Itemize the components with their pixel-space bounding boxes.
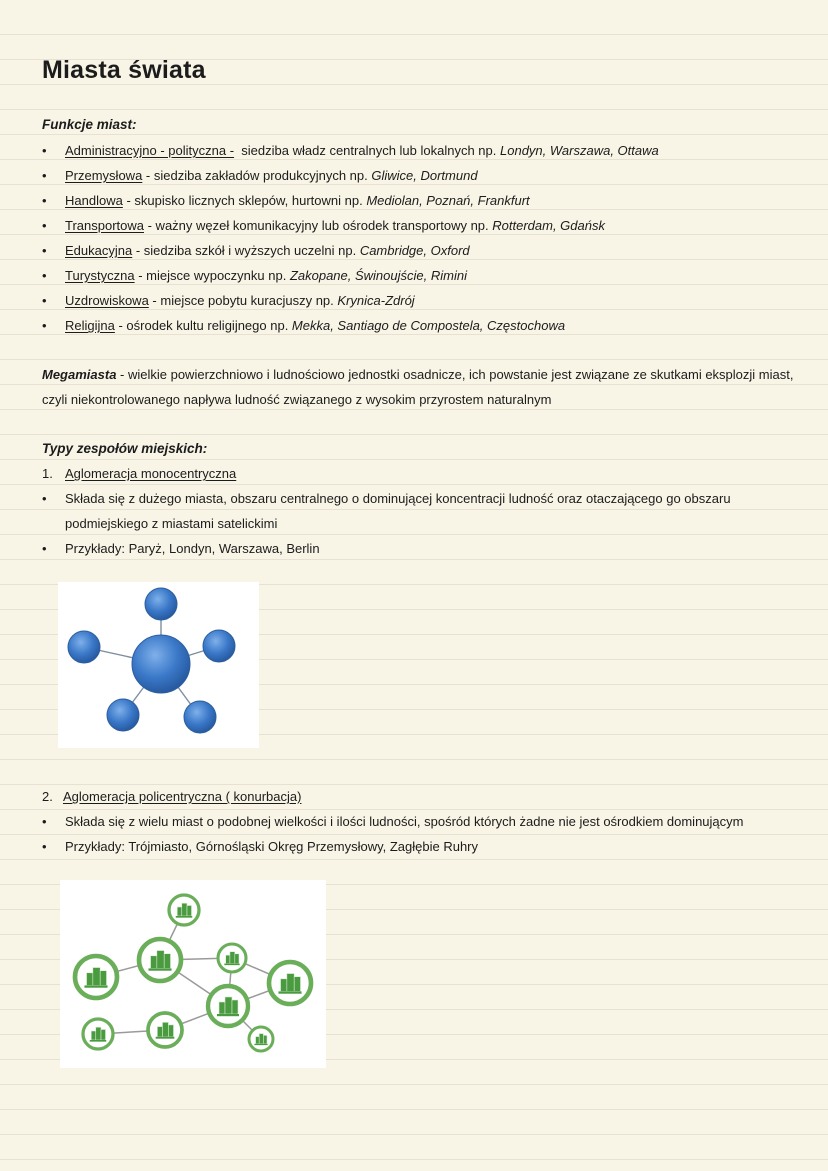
function-examples: Gliwice, Dortmund	[371, 168, 478, 183]
function-desc: - miejsce wypoczynku np.	[134, 268, 290, 283]
function-text	[65, 188, 530, 213]
satellite-city-node	[184, 701, 216, 733]
megacities-term: Megamiasta	[42, 367, 117, 382]
polycentric-diagram	[60, 880, 326, 1068]
function-text	[65, 263, 467, 288]
bullet-dot: •	[42, 243, 47, 258]
function-term: Edukacyjna	[65, 243, 133, 258]
poly-number: 2.	[42, 789, 53, 804]
function-text	[65, 313, 565, 338]
function-examples: Londyn, Warszawa, Ottawa	[500, 143, 659, 158]
function-examples: Cambridge, Oxford	[359, 243, 470, 258]
polycentric-svg	[60, 880, 326, 1068]
function-term: Administracyjno - polityczna -	[65, 143, 235, 158]
bullet-dot: •	[42, 218, 47, 233]
function-term: Uzdrowiskowa	[65, 293, 149, 308]
bullet-dot: •	[42, 839, 47, 854]
function-examples: Krynica-Zdrój	[337, 293, 415, 308]
city-node	[269, 962, 311, 1004]
city-node	[148, 1013, 182, 1047]
megacities-text: - wielkie powierzchniowo i ludnościowo jednostki osadnicze, ich powstanie jest związane ze skutkami eksplozji miast, czyli niekontrolowanego napływa ludność związanego z wysokim przyrostem naturalnym	[42, 367, 794, 407]
city-node	[139, 939, 181, 981]
function-desc: - ośrodek kultu religijnego np.	[114, 318, 292, 333]
city-node	[218, 944, 246, 972]
bullet-dot: •	[42, 293, 47, 308]
bullet-dot: •	[42, 143, 47, 158]
function-desc: - miejsce pobytu kuracjuszy np.	[148, 293, 338, 308]
function-term: Przemysłowa	[65, 168, 143, 183]
poly-examples: Przykłady: Trójmiasto, Górnośląski Okręg Przemysłowy, Zagłębie Ruhry	[65, 839, 478, 854]
city-node	[169, 895, 199, 925]
function-desc: - skupisko licznych sklepów, hurtowni np.	[122, 193, 367, 208]
bullet-dot: •	[42, 541, 47, 556]
satellite-city-node	[107, 699, 139, 731]
function-term: Turystyczna	[65, 268, 135, 283]
bullet-dot: •	[42, 193, 47, 208]
mono-number: 1.	[42, 466, 53, 481]
monocentric-diagram	[58, 582, 259, 748]
page-title: Miasta świata	[42, 56, 206, 84]
function-text	[65, 288, 415, 313]
satellite-city-node	[68, 631, 100, 663]
megacities-paragraph	[42, 362, 802, 412]
function-examples: Mediolan, Poznań, Frankfurt	[366, 193, 530, 208]
function-text	[65, 213, 605, 238]
city-node	[75, 956, 117, 998]
satellite-city-node	[145, 588, 177, 620]
function-desc: - ważny węzeł komunikacyjny lub ośrodek transportowy np.	[144, 218, 493, 233]
central-city-node	[132, 635, 190, 693]
poly-desc: Składa się z wielu miast o podobnej wielkości i ilości ludności, spośród których żadne nie jest ośrodkiem dominującym	[65, 814, 744, 829]
function-desc: - siedziba zakładów produkcyjnych np.	[142, 168, 372, 183]
function-term: Transportowa	[65, 218, 144, 233]
city-node	[249, 1027, 273, 1051]
bullet-dot: •	[42, 168, 47, 183]
types-heading: Typy zespołów miejskich:	[42, 441, 208, 456]
function-term: Religijna	[65, 318, 115, 333]
function-examples: Zakopane, Świnoujście, Rimini	[289, 268, 467, 283]
mono-examples: Przykłady: Paryż, Londyn, Warszawa, Berlin	[65, 541, 320, 556]
function-desc: - siedziba szkół i wyższych uczelni np.	[132, 243, 360, 258]
mono-desc-line1: Składa się z dużego miasta, obszaru centralnego o dominującej koncentracji ludność oraz otaczającego go obszaru	[65, 491, 731, 506]
function-text	[65, 138, 659, 163]
mono-name: Aglomeracja monocentryczna	[65, 466, 237, 481]
city-node	[208, 986, 248, 1026]
poly-name: Aglomeracja policentryczna ( konurbacja)	[63, 789, 302, 804]
mono-desc-line2: podmiejskiego z miastami satelickimi	[65, 516, 278, 531]
function-term: Handlowa	[65, 193, 123, 208]
functions-heading: Funkcje miast:	[42, 117, 137, 132]
function-desc: siedziba władz centralnych lub lokalnych np.	[234, 143, 500, 158]
function-text	[65, 238, 470, 263]
city-node	[83, 1019, 113, 1049]
satellite-city-node	[203, 630, 235, 662]
function-examples: Rotterdam, Gdańsk	[492, 218, 605, 233]
bullet-dot: •	[42, 814, 47, 829]
bullet-dot: •	[42, 318, 47, 333]
bullet-dot: •	[42, 268, 47, 283]
function-examples: Mekka, Santiago de Compostela, Częstochowa	[291, 318, 566, 333]
monocentric-svg	[58, 582, 259, 748]
bullet-dot: •	[42, 491, 47, 506]
function-text	[65, 163, 478, 188]
